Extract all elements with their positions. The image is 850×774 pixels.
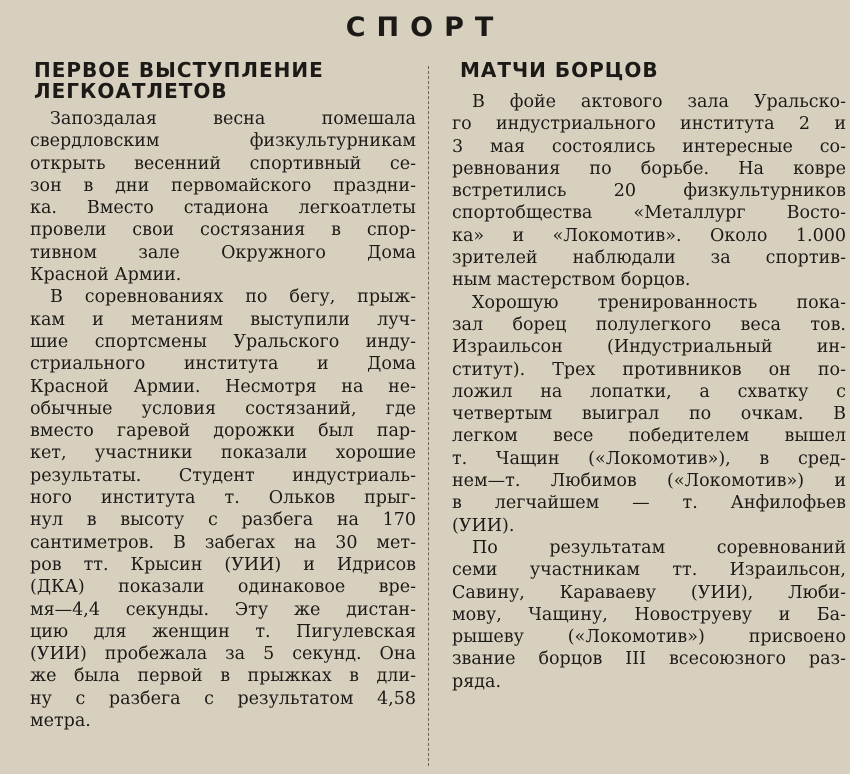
text-line: ным мастерством борцов. bbox=[452, 270, 691, 291]
text-line: ревнования по борьбе. На ковре bbox=[452, 158, 846, 179]
column-divider bbox=[428, 66, 429, 766]
paragraph bbox=[452, 292, 846, 537]
right-article bbox=[452, 60, 846, 693]
text-line: го индустриального института 2 и bbox=[452, 114, 846, 135]
text-line: мя—4,4 секунды. Эту же дистан- bbox=[30, 599, 416, 620]
text-line: встретились 20 физкультурников bbox=[452, 181, 846, 202]
text-line: четвертым выиграл по очкам. В bbox=[452, 404, 846, 425]
text-line: зал борец полулегкого веса тов. bbox=[452, 314, 846, 335]
text-line: рышеву («Локомотив») присвоено bbox=[452, 627, 846, 648]
text-line: В фойе актового зала Уральско- bbox=[472, 92, 846, 112]
text-line: зон в дни первомайского праздни- bbox=[30, 175, 416, 196]
text-line: свердловским физкультурникам bbox=[30, 131, 416, 152]
right-article-headline bbox=[460, 60, 846, 81]
left-article-headline bbox=[34, 60, 416, 102]
text-line: Запоздалая весна помешала bbox=[50, 109, 416, 129]
text-line: мову, Чащину, Новоструеву и Ба- bbox=[452, 604, 846, 625]
text-line: нем—т. Любимов («Локомотив») и bbox=[452, 471, 846, 492]
text-line: (ДКА) показали одинаковое вре- bbox=[30, 577, 416, 598]
text-line: ка. Вместо стадиона легкоатлеты bbox=[30, 198, 416, 219]
text-line: ного института т. Ольков прыг- bbox=[30, 488, 416, 509]
text-line: шие спортсмены Уральского инду- bbox=[30, 331, 416, 352]
text-line: метра. bbox=[30, 711, 91, 732]
text-line: в легчайшем — т. Анфилофьев bbox=[452, 493, 846, 514]
headline-line: МАТЧИ БОРЦОВ bbox=[460, 58, 659, 82]
text-line: звание борцов III всесоюзного раз- bbox=[452, 649, 846, 670]
text-line: открыть весенний спортивный се- bbox=[30, 153, 416, 174]
text-line: Красной Армии. bbox=[30, 265, 182, 286]
text-line: легком весе победителем вышел bbox=[452, 426, 846, 447]
text-line: кет, участники показали хорошие bbox=[30, 443, 416, 464]
text-line: Савину, Караваеву (УИИ), Люби- bbox=[452, 582, 846, 603]
text-line: ложил на лопатки, а схватку с bbox=[452, 381, 846, 402]
text-line: ка» и «Локомотив». Около 1.000 bbox=[452, 225, 846, 246]
section-title: СПОРТ bbox=[345, 12, 505, 43]
text-line: результаты. Студент индустриаль- bbox=[30, 465, 416, 486]
text-line: ститут). Трех противников он по- bbox=[452, 359, 846, 380]
text-line: В соревнованиях по бегу, прыж- bbox=[50, 287, 416, 308]
paragraph bbox=[30, 108, 416, 286]
left-article bbox=[30, 60, 416, 732]
text-line: нул в высоту с разбега на 170 bbox=[30, 510, 416, 531]
text-line: вместо гаревой дорожки был пар- bbox=[30, 421, 416, 442]
paragraph bbox=[452, 537, 846, 693]
paragraph bbox=[452, 91, 846, 292]
text-line: (УИИ) пробежала за 5 секунд. Она bbox=[30, 644, 416, 665]
headline-line: ПЕРВОЕ ВЫСТУПЛЕНИЕ bbox=[34, 58, 324, 82]
text-line: ну с разбега с результатом 4,58 bbox=[30, 688, 416, 709]
text-line: 3 мая состоялись интересные со- bbox=[452, 136, 846, 157]
paragraph bbox=[30, 286, 416, 732]
text-line: кам и метаниям выступили луч- bbox=[30, 309, 416, 330]
text-line: По результатам соревнований bbox=[472, 537, 846, 558]
left-article-body bbox=[30, 108, 416, 732]
headline-line: ЛЕГКОАТЛЕТОВ bbox=[34, 79, 228, 103]
text-line: тивном зале Окружного Дома bbox=[30, 242, 416, 263]
text-line: ряда. bbox=[452, 671, 502, 692]
text-line: Израильсон (Индустриальный ин- bbox=[452, 337, 846, 358]
text-line: Хорошую тренированность пока- bbox=[472, 292, 846, 313]
text-line: семи участникам тт. Израильсон, bbox=[452, 560, 846, 581]
text-line: Красной Армии. Несмотря на не- bbox=[30, 376, 416, 397]
text-line: зрителей наблюдали за спортив- bbox=[452, 248, 846, 269]
right-article-body bbox=[452, 91, 846, 693]
text-line: цию для женщин т. Пигулевская bbox=[30, 621, 416, 642]
text-line: же была первой в прыжках в дли- bbox=[30, 666, 416, 687]
text-line: т. Чащин («Локомотив»), в сред- bbox=[452, 448, 846, 469]
text-line: сантиметров. В забегах на 30 мет- bbox=[30, 532, 416, 553]
text-line: ров тт. Крысин (УИИ) и Идрисов bbox=[30, 554, 416, 575]
text-line: (УИИ). bbox=[452, 515, 515, 536]
text-line: провели свои состязания в спор- bbox=[30, 220, 416, 241]
text-line: спортобщества «Металлург Восто- bbox=[452, 203, 846, 224]
text-line: стриального института и Дома bbox=[30, 354, 416, 375]
text-line: обычные условия состязаний, где bbox=[30, 398, 416, 419]
